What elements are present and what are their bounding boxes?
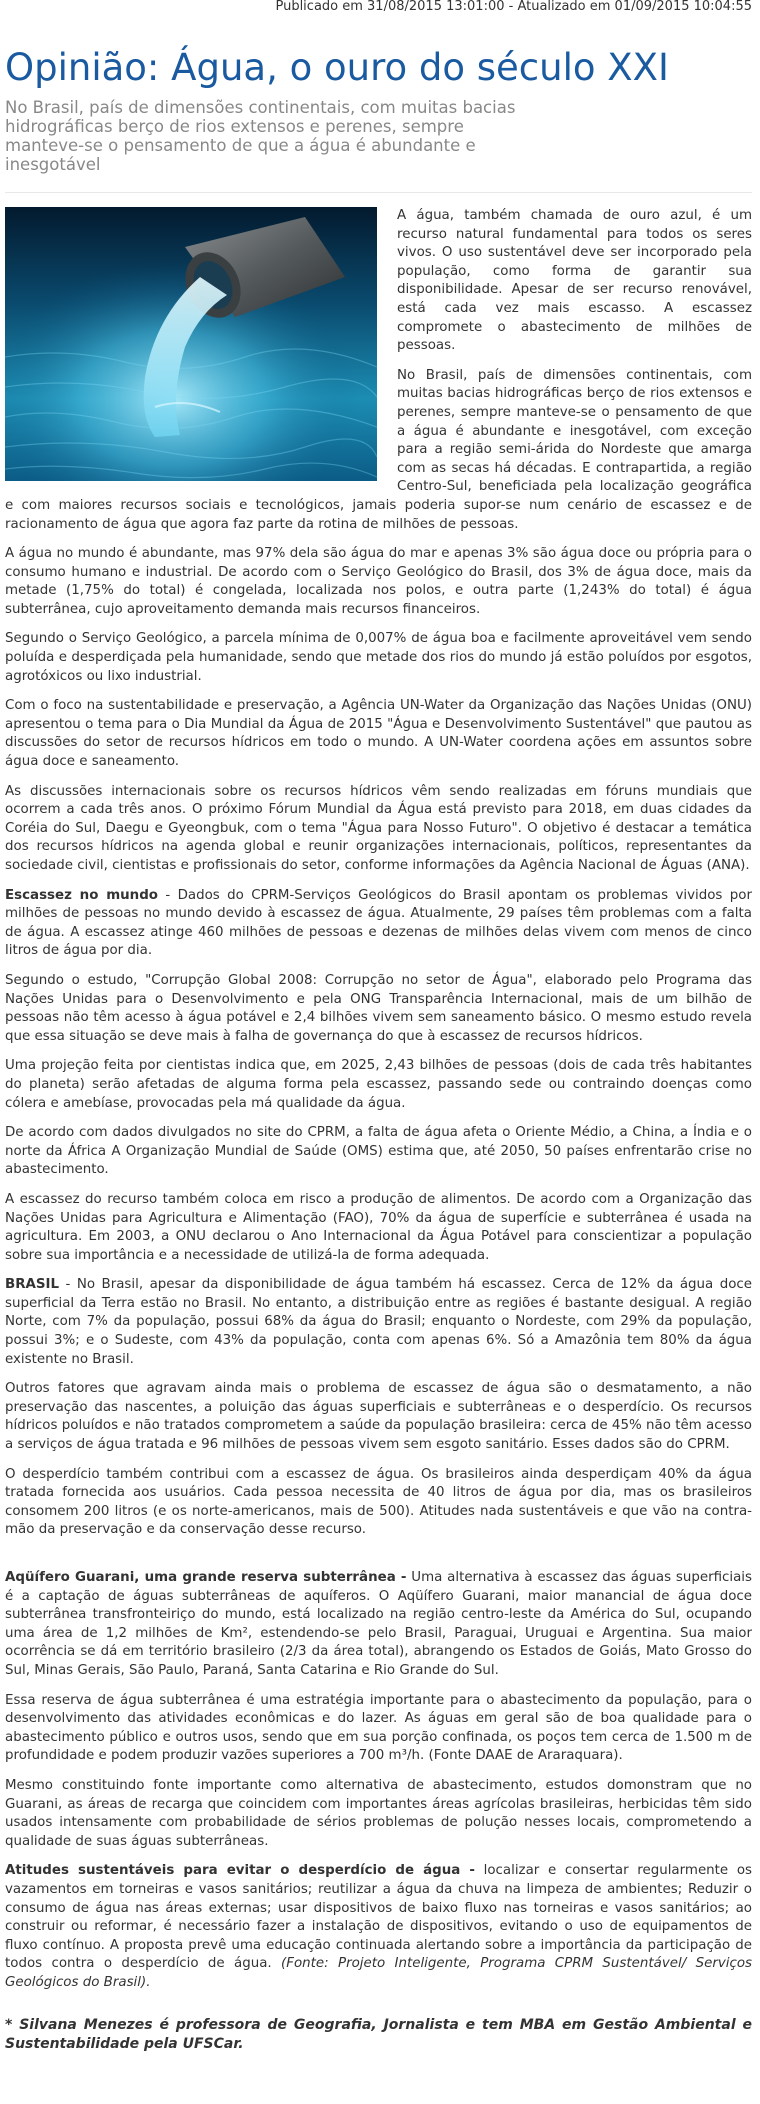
paragraph: Mesmo constituindo fonte importante como alternativa de abastecimento, estudos domonstram que no Guarani, as áreas de recarga que coincidem com importantes áreas agrícolas brasileiras, herbicidas têm sido usados intensamente com probabilidade de sérios problemas de polução nesses locais, comprometendo a qualidade de suas águas subterrâneas.: [5, 1777, 752, 1849]
article-lead: No Brasil, país de dimensões continentais, com muitas bacias hidrográficas berço de rios extensos e perenes, sempre manteve-se o pensamento de que a água é abundante e inesgotável: [5, 98, 516, 174]
paragraph: O desperdício também contribui com a escassez de água. Os brasileiros ainda desperdiçam 40% da água tratada fornecida aos usuários. Cada pessoa necessita de 40 litros de água por dia, mas os brasileiros consomem 200 litros (e os norte-americanos, mais de 500). Atitudes nada sustentáveis e que vão na contra-mão da preservação e da conservação desse recurso.: [5, 1466, 752, 1538]
paragraph: Essa reserva de água subterrânea é uma estratégia importante para o abastecimento da população, para o desenvolvimento das atividades econômicas e do lazer. As águas em geral são de boa qualidade para o abastecimento público e outros usos, sendo que em sua porção confinada, os poços tem cerca de 1.500 m de profundidade e podem produzir vazões superiores a 700 m³/h. (Fonte DAAE de Araraquara).: [5, 1692, 752, 1764]
paragraph: A escassez do recurso também coloca em risco a produção de alimentos. De acordo com a Organização das Nações Unidas para Agricultura e Alimentação (FAO), 70% da água de superfície e subterrânea é usada na agricultura. Em 2003, a ONU declarou o Ano Internacional da Água Potável para conscientizar a população sobre sua importância e a necessidade de utilizá-la de forma adequada.: [5, 1191, 752, 1263]
section-heading-brasil: BRASIL: [5, 1277, 60, 1293]
paragraph: De acordo com dados divulgados no site do CPRM, a falta de água afeta o Oriente Médio, a China, a Índia e o norte da África A Organização Mundial de Saúde (OMS) estima que, até 2050, 50 países enfrentarão crise no abastecimento.: [5, 1125, 752, 1178]
paragraph-text: - Dados do CPRM-Serviços Geológicos do Brasil apontam os problemas vividos por milhões de pessoas no mundo devido à escassez de água. Atualmente, 29 países têm problemas com a falta de água. A escassez atinge 460 milhões de pessoas e dezenas de milhões delas vivem com menos de cinco litros de água por dia.: [5, 887, 752, 959]
paragraph: Segundo o Serviço Geológico, a parcela mínima de 0,007% de água boa e facilmente aproveitável vem sendo poluída e desperdiçada pela humanidade, sendo que metade dos rios do mundo já estão poluídos por esgotos, agrotóxicos ou lixo industrial.: [5, 631, 752, 684]
section-heading-aquifero: Aqüífero Guarani, uma grande reserva subterrânea -: [5, 1570, 407, 1585]
paragraph: A água no mundo é abundante, mas 97% dela são água do mar e apenas 3% são água doce ou própria para o consumo humano e industrial. De acordo com o Serviço Geológico do Brasil, dos 3% de água doce, mais da metade (1,75% do total) é congelada, localizada nos polos, e outra parte (1,243% do total) é água subterrânea, cujo aproveitamento demanda mais recursos financeiros.: [5, 546, 752, 617]
paragraph: No Brasil, país de dimensões continentais, com muitas bacias hidrográficas berço de rios extensos e perenes, sempre manteve-se o pensamento de que a água é abundante e inesgotável, com exceção para a região semi-árida do Nordeste que amarga com as secas há décadas. E contrapartida, a região Centro-Sul, beneficiada pela localização geográfica e com maiores recursos sociais e tecnológicos, jamais poderia supor-se num cenário de escassez e de racionamento de água que agora faz parte da rotina de milhões de pessoas.: [5, 367, 752, 532]
section-heading-atitudes: Atitudes sustentáveis para evitar o desperdício de água -: [5, 1863, 475, 1879]
publication-date: Publicado em 31/08/2015 13:01:00 - Atualizado em 01/09/2015 10:04:55: [275, 0, 752, 14]
paragraph-text: Uma alternativa à escassez das águas superficiais é a captação de águas subterrâneas de aquíferos. O Aqüífero Guarani, maior manancial de água doce subterrânea transfronteiriço do mundo, está localizado na região centro-leste da América do Sul, ocupando uma área de 1,2 milhões de Km², estendendo-se pelo Brasil, Paraguai, Uruguai e Argentina. Sua maior ocorrência se dá em território brasileiro (2/3 da área total), abrangendo os Estados de Goiás, Mato Grosso do Sul, Minas Gerais, São Paulo, Paraná, Santa Catarina e Rio Grande do Sul.: [5, 1570, 753, 1678]
source-citation: (Fonte: Projeto Inteligente, Programa CPRM Sustentável/ Serviços Geológicos do Brasil).: [5, 1956, 752, 1990]
paragraph: [5, 887, 752, 961]
paragraph: Com o foco na sustentabilidade e preservação, a Agência UN-Water da Organização das Nações Unidas (ONU) apresentou o tema para o Dia Mundial da Água de 2015 "Água e Desenvolvimento Sustentável" que pautou as discussões do setor de recursos hídricos em todo o mundo. A UN-Water coordena ações em assuntos sobre água doce e saneamento.: [5, 698, 752, 770]
paragraph: [5, 1569, 752, 1681]
article-body: [5, 207, 752, 2054]
paragraph: Segundo o estudo, "Corrupção Global 2008: Corrupção no setor de Água", elaborado pelo Programa das Nações Unidas para o Desenvolvimento e pela ONG Transparência Internacional, mais de um bilhão de pessoas não têm acesso à água potável e 2,4 bilhões vivem sem saneamento básico. O mesmo estudo revela que essa situação se deve mais à falha de governança do que à escassez de recursos hídricos.: [5, 972, 752, 1044]
paragraph: Outros fatores que agravam ainda mais o problema de escassez de água são o desmatamento, a não preservação das nascentes, a poluição das águas superficiais e subterrâneas e o desperdício. Os recursos hídricos poluídos e não tratados comprometem a saúde da população brasileira: cerca de 45% não têm acesso a serviços de água tratada e 96 milhões de pessoas vivem sem esgoto sanitário. Esses dados são do CPRM.: [5, 1381, 752, 1453]
paragraph-text: localizar e consertar regularmente os vazamentos em torneiras e vasos sanitários; reutilizar a água da chuva na limpeza de ambientes; Reduzir o consumo de água nas áreas externas; usar dispositivos de baixo fluxo nas torneiras e vasos sanitários; ao construir ou reformar, é necessário fazer a instalação de dispositivos, evitando o uso de equipamentos de fluxo contínuo. A proposta prevê uma educação continuada alertando sobre a importância da participação de todos contra o desperdício de água.: [5, 1863, 753, 1972]
spacer: [5, 1551, 752, 1569]
paragraph: As discussões internacionais sobre os recursos hídricos vêm sendo realizadas em fóruns mundiais que ocorrem a cada três anos. O próximo Fórum Mundial da Água está previsto para 2018, em duas cidades da Coréia do Sul, Daegu e Gyeongbuk, com o tema "Água para Nosso Futuro". O objetivo é destacar a temática dos recursos hídricos na agenda global e reunir organizações internacionais, políticos, representantes da sociedade civil, cientistas e profissionais do setor, conforme informações da Agência Nacional de Águas (ANA).: [5, 783, 752, 873]
paragraph: Uma projeção feita por cientistas indica que, em 2025, 2,43 bilhões de pessoas (dois de cada três habitantes do planeta) serão afetadas de alguma forma pela escassez, passando sede ou contraindo doenças como cólera e amebíase, provocadas pela má qualidade da água.: [5, 1058, 752, 1111]
paragraph: [5, 1276, 752, 1369]
paragraph-text: - No Brasil, apesar da disponibilidade de água também há escassez. Cerca de 12% da água doce superficial da Terra estão no Brasil. No entanto, a distribuição entre as regiões é bastante desigual. A região Norte, com 7% da população, possui 68% da água do Brasil; enquanto o Nordeste, com 29% da população, possui 3%; e o Sudeste, com 43% da população, conta com apenas 6%. Só a Amazônia tem 80% da água existente no Brasil.: [5, 1277, 752, 1367]
author-signature: * Silvana Menezes é professora de Geografia, Jornalista e tem MBA em Gestão Ambiental e Sustentabilidade pela UFSCar.: [5, 2017, 752, 2053]
section-heading-escassez: Escassez no mundo: [5, 887, 158, 903]
paragraph: [5, 1862, 752, 1992]
page-title: Opinião: Água, o ouro do século XXI: [5, 46, 669, 89]
paragraph: A água, também chamada de ouro azul, é um recurso natural fundamental para todos os seres vivos. O uso sustentável deve ser incorporado pela população, como forma de garantir sua disponibilidade. Apesar de ser recurso renovável, está cada vez mais escasso. A escassez compromete o abastecimento de milhões de pessoas.: [397, 208, 752, 354]
divider: [5, 192, 752, 193]
water-pipe-photo-icon: [5, 207, 377, 481]
